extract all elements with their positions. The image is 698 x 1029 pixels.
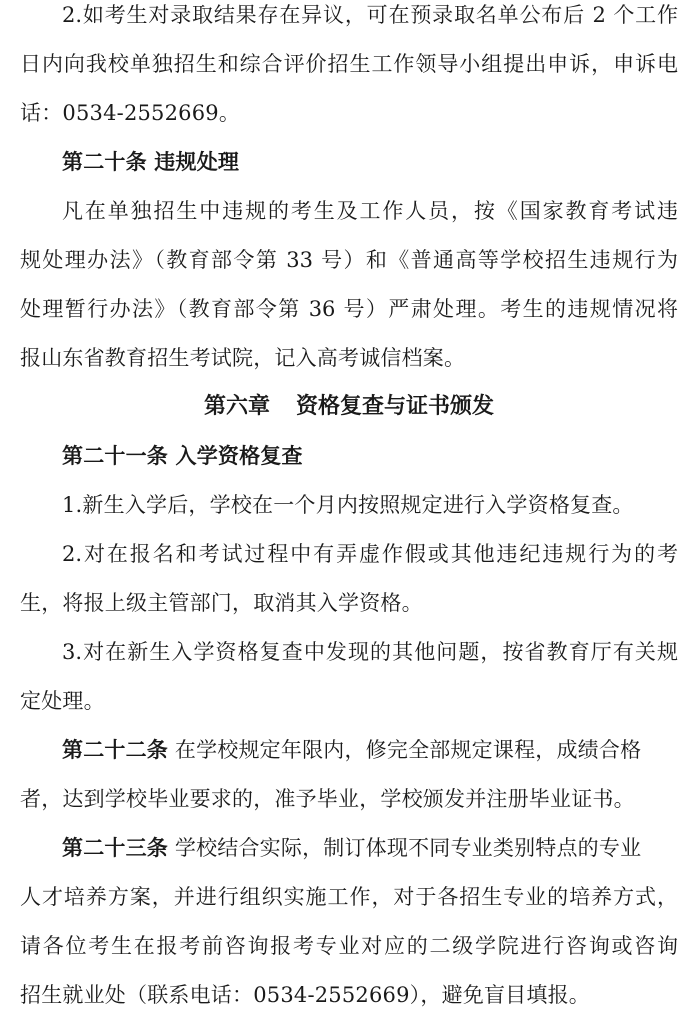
paragraph-line — [62, 736, 641, 764]
paragraph-line: 招生就业处（联系电话：0534-2552669），避免盲目填报。 — [20, 983, 590, 1007]
article-heading: 第二十条 违规处理 — [62, 150, 240, 174]
paragraph-line — [62, 834, 641, 862]
article-text: 学校结合实际，制订体现不同专业类别特点的专业 — [168, 836, 642, 860]
paragraph-line: 3.对在新生入学资格复查中发现的其他问题，按省教育厅有关规 — [62, 640, 678, 664]
paragraph-line: 日内向我校单独招生和综合评价招生工作领导小组提出申诉，申诉电 — [20, 52, 678, 76]
paragraph-line: 2.对在报名和考试过程中有弄虚作假或其他违纪违规行为的考 — [62, 542, 678, 566]
paragraph-line: 1.新生入学后，学校在一个月内按照规定进行入学资格复查。 — [62, 493, 634, 517]
chapter-title: 资格复查与证书颁发 — [296, 394, 495, 419]
article-heading: 第二十一条 入学资格复查 — [62, 444, 303, 468]
article-label: 第二十二条 — [62, 738, 168, 762]
chapter-number: 第六章 — [203, 394, 270, 419]
paragraph-line: 者，达到学校毕业要求的，准予毕业，学校颁发并注册毕业证书。 — [20, 787, 635, 811]
article-label: 第二十三条 — [62, 836, 168, 860]
paragraph-line: 处理暂行办法》（教育部令第 36 号）严肃处理。考生的违规情况将 — [20, 297, 678, 321]
article-text: 在学校规定年限内，修完全部规定课程，成绩合格 — [168, 738, 642, 762]
paragraph-line: 生，将报上级主管部门，取消其入学资格。 — [20, 591, 423, 615]
paragraph-line: 凡在单独招生中违规的考生及工作人员，按《国家教育考试违 — [62, 199, 678, 223]
paragraph-line: 2.如考生对录取结果存在异议，可在预录取名单公布后 2 个工作 — [62, 3, 678, 27]
paragraph-line: 报山东省教育招生考试院，记入高考诚信档案。 — [20, 346, 466, 370]
paragraph-line: 话：0534-2552669。 — [20, 101, 241, 125]
paragraph-line: 定处理。 — [20, 689, 105, 713]
paragraph-line: 人才培养方案，并进行组织实施工作，对于各招生专业的培养方式， — [20, 885, 678, 909]
chapter-heading — [0, 393, 698, 421]
paragraph-line: 规处理办法》（教育部令第 33 号）和《普通高等学校招生违规行为 — [20, 248, 678, 272]
paragraph-line: 请各位考生在报考前咨询报考专业对应的二级学院进行咨询或咨询 — [20, 934, 678, 958]
